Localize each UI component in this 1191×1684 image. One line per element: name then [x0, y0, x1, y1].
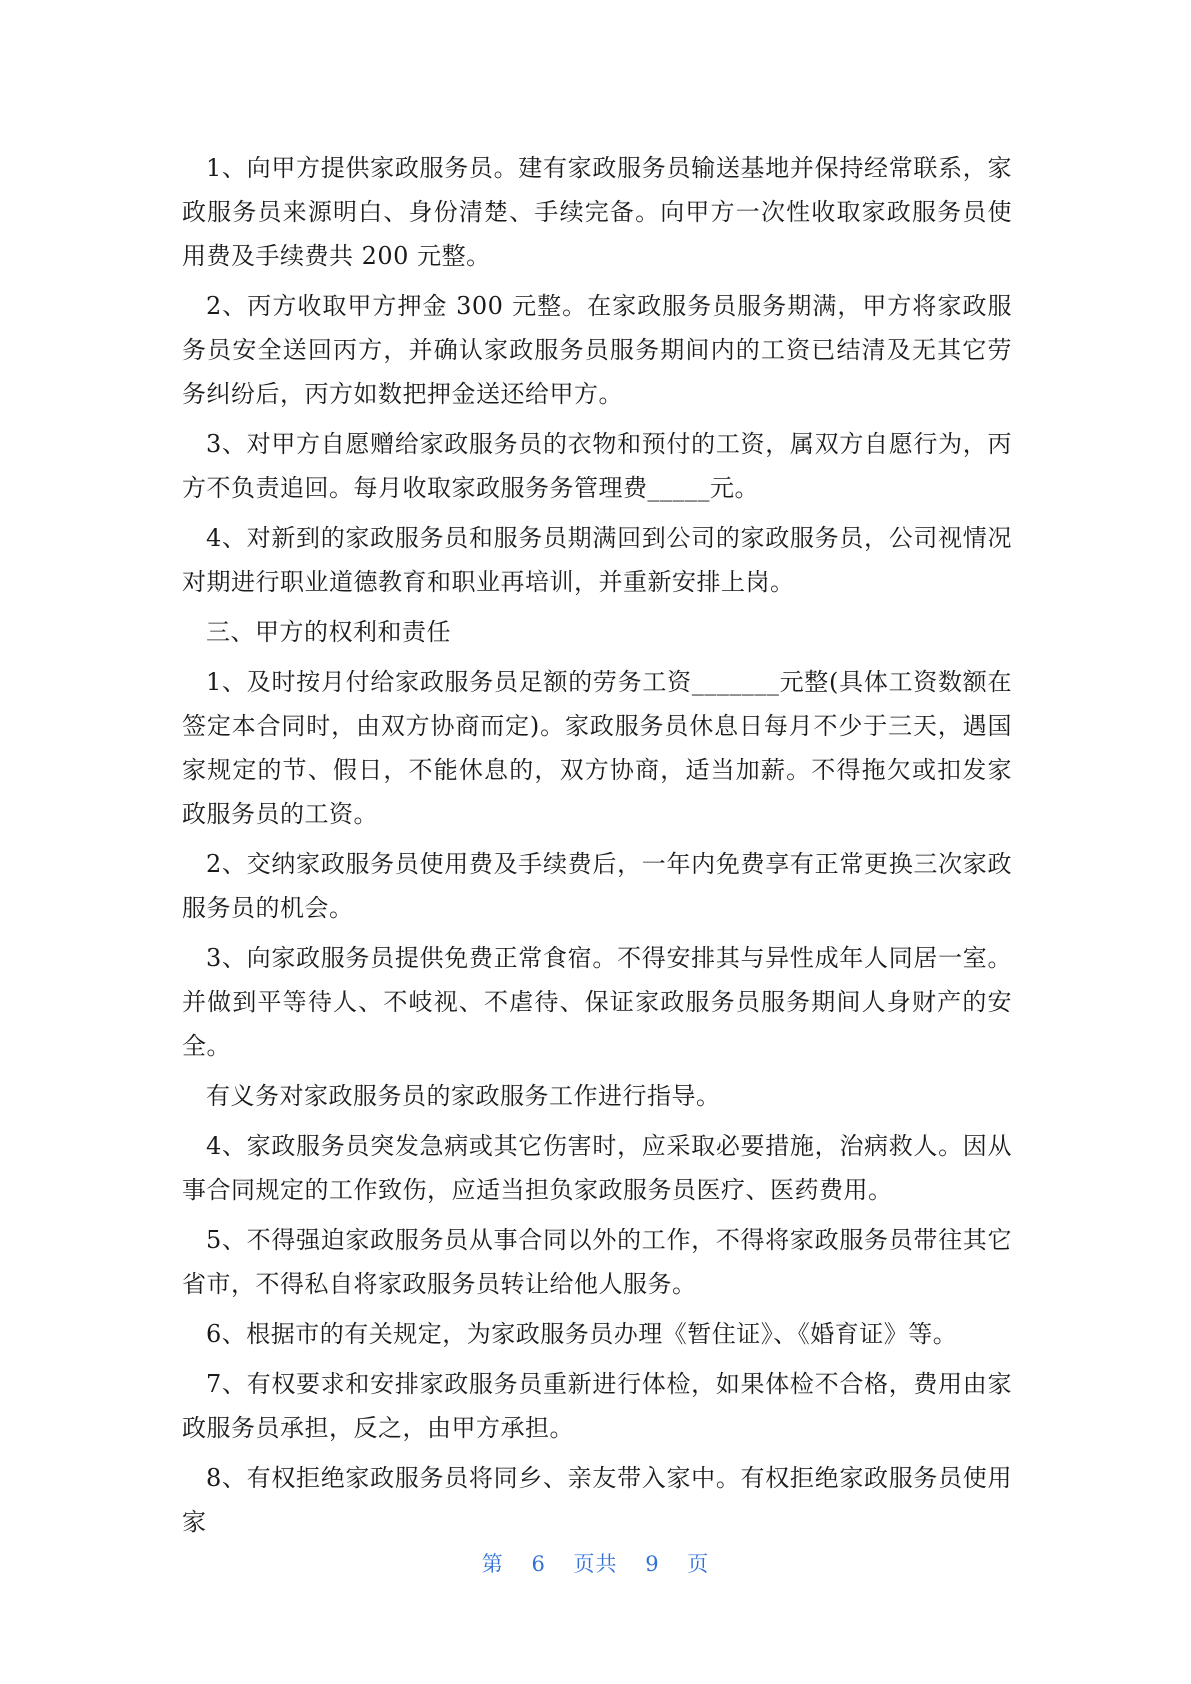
paragraph: 2、交纳家政服务员使用费及手续费后，一年内免费享有正常更换三次家政服务员的机会。	[182, 850, 1012, 922]
footer-middle: 页共	[573, 1552, 618, 1576]
footer-current-page: 6	[531, 1552, 546, 1576]
paragraph: 3、向家政服务员提供免费正常食宿。不得安排其与异性成年人同居一室。并做到平等待人、不岐视、不虐待、保证家政服务员服务期间人身财产的安全。	[182, 944, 1012, 1060]
paragraph: 8、有权拒绝家政服务员将同乡、亲友带入家中。有权拒绝家政服务员使用家	[182, 1464, 1012, 1536]
paragraph: 3、对甲方自愿赠给家政服务员的衣物和预付的工资，属双方自愿行为，丙方不负责追回。每月收取家政服务务管理费_____元。	[182, 430, 1012, 502]
paragraph: 1、向甲方提供家政服务员。建有家政服务员输送基地并保持经常联系，家政服务员来源明白、身份清楚、手续完备。向甲方一次性收取家政服务员使用费及手续费共 200 元整。	[182, 154, 1012, 270]
footer-prefix: 第	[481, 1552, 504, 1576]
paragraph: 5、不得强迫家政服务员从事合同以外的工作，不得将家政服务员带往其它省市，不得私自将家政服务员转让给他人服务。	[182, 1226, 1012, 1298]
paragraph: 7、有权要求和安排家政服务员重新进行体检，如果体检不合格，费用由家政服务员承担，反之，由甲方承担。	[182, 1370, 1012, 1442]
paragraph: 有义务对家政服务员的家政服务工作进行指导。	[206, 1082, 721, 1110]
section-heading: 三、甲方的权利和责任	[206, 618, 451, 646]
footer-total-pages: 9	[645, 1552, 660, 1576]
paragraph: 1、及时按月付给家政服务员足额的劳务工资_______元整(具体工资数额在签定本合同时，由双方协商而定)。家政服务员休息日每月不少于三天，遇国家规定的节、假日，不能休息的，双方协商，适当加薪。不得拖欠或扣发家政服务员的工资。	[182, 668, 1012, 828]
footer-suffix: 页	[687, 1552, 710, 1576]
paragraph: 4、家政服务员突发急病或其它伤害时，应采取必要措施，治病救人。因从事合同规定的工作致伤，应适当担负家政服务员医疗、医药费用。	[182, 1132, 1012, 1204]
paragraph: 4、对新到的家政服务员和服务员期满回到公司的家政服务员，公司视情况对期进行职业道德教育和职业再培训，并重新安排上岗。	[182, 524, 1012, 596]
page-footer	[0, 1548, 1191, 1578]
document-body	[182, 146, 1012, 1550]
paragraph: 2、丙方收取甲方押金 300 元整。在家政服务员服务期满，甲方将家政服务员安全送回丙方，并确认家政服务员服务期间内的工资已结清及无其它劳务纠纷后，丙方如数把押金送还给甲方。	[182, 292, 1012, 408]
paragraph: 6、根据市的有关规定，为家政服务员办理《暂住证》、《婚育证》等。	[206, 1320, 958, 1348]
